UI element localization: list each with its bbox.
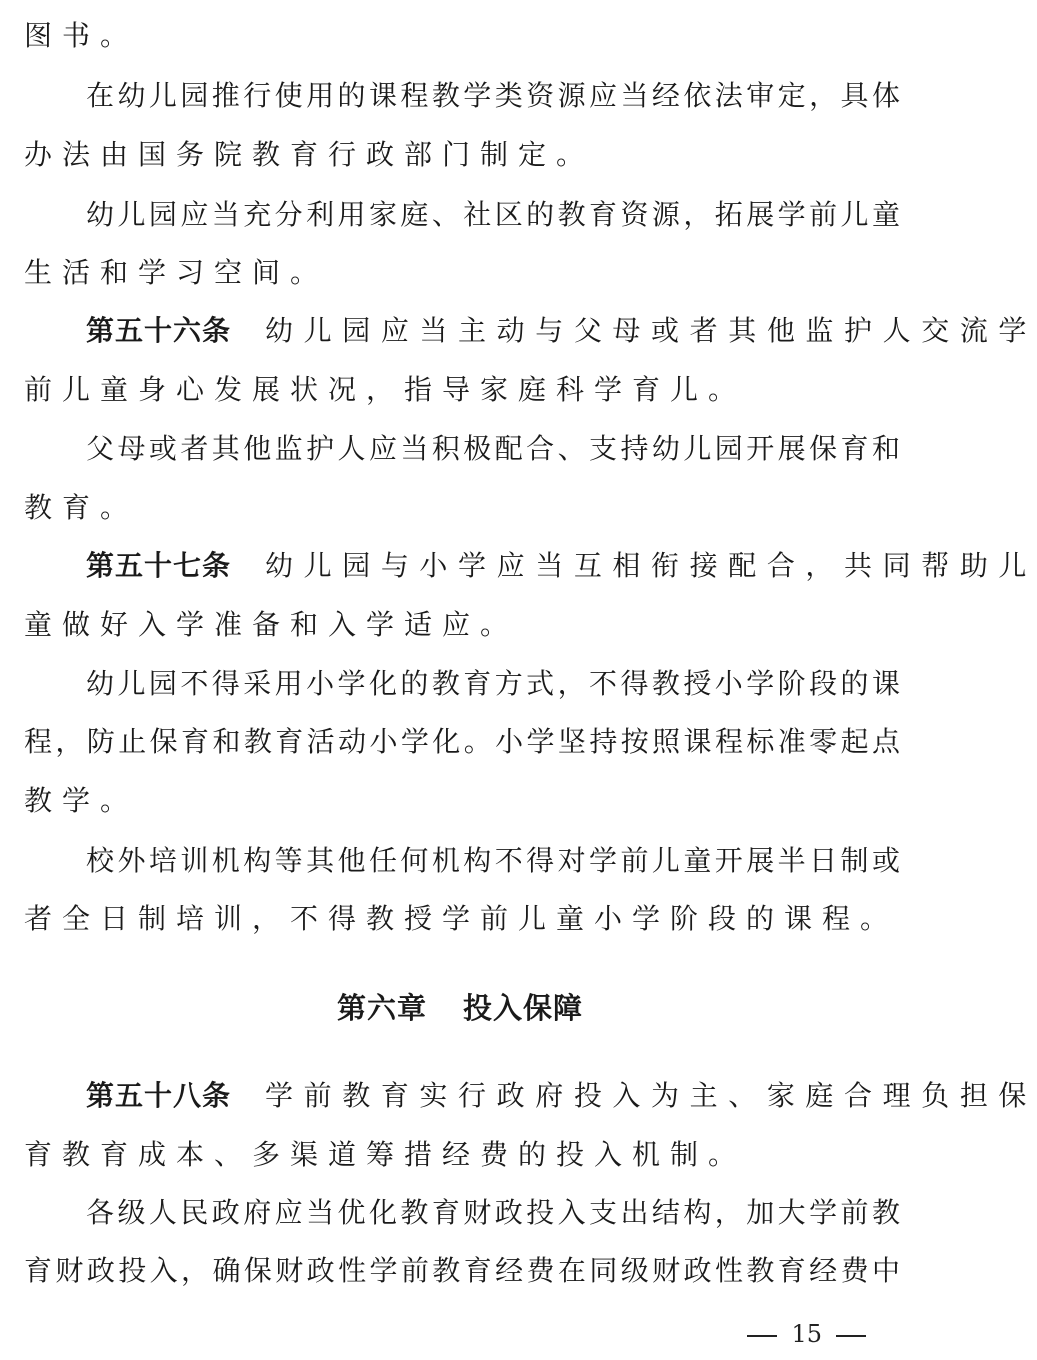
article-57-heading: 第五十七条	[86, 549, 232, 582]
text-line: 幼儿园不得采用小学化的教育方式，不得教授小学阶段的课	[86, 667, 900, 700]
article-56-heading: 第五十六条	[86, 314, 232, 347]
text-line: 者全日制培训，不得教授学前儿童小学阶段的课程。	[24, 902, 899, 935]
text-line: 教学。	[24, 784, 139, 817]
article-57-line	[86, 546, 1037, 586]
text-line: 办法由国务院教育行政部门制定。	[24, 138, 595, 171]
text-line: 育财政投入，确保财政性学前教育经费在同级财政性教育经费中	[24, 1254, 900, 1287]
text-line: 程，防止保育和教育活动小学化。小学坚持按照课程标准零起点	[24, 725, 900, 758]
article-56-line	[86, 311, 1037, 351]
text-line: 各级人民政府应当优化教育财政投入支出结构，加大学前教	[86, 1196, 900, 1229]
text-line: 生活和学习空间。	[24, 256, 329, 289]
footer-dash-right	[836, 1335, 866, 1337]
article-57-text: 幼儿园与小学应当互相衔接配合，共同帮助儿	[265, 549, 1037, 582]
text-line: 前儿童身心发展状况，指导家庭科学育儿。	[24, 373, 747, 406]
text-line: 幼儿园应当充分利用家庭、社区的教育资源，拓展学前儿童	[86, 198, 900, 231]
footer-dash-left	[747, 1335, 777, 1337]
text-line: 教育。	[24, 491, 139, 524]
text-line: 校外培训机构等其他任何机构不得对学前儿童开展半日制或	[86, 844, 900, 877]
article-56-text: 幼儿园应当主动与父母或者其他监护人交流学	[265, 314, 1037, 347]
chapter-number: 第六章	[336, 991, 427, 1025]
article-58-heading: 第五十八条	[86, 1079, 232, 1112]
page-footer	[733, 1318, 880, 1350]
page-number: 15	[791, 1320, 822, 1348]
chapter-heading	[0, 986, 920, 1030]
article-58-line	[86, 1076, 1037, 1116]
text-line: 育教育成本、多渠道筹措经费的投入机制。	[24, 1138, 747, 1171]
article-58-text: 学前教育实行政府投入为主、家庭合理负担保	[265, 1079, 1037, 1112]
chapter-title: 投入保障	[463, 991, 584, 1025]
text-line: 父母或者其他监护人应当积极配合、支持幼儿园开展保育和	[86, 432, 900, 465]
text-line: 图书。	[24, 19, 139, 52]
text-line: 童做好入学准备和入学适应。	[24, 608, 519, 641]
text-line: 在幼儿园推行使用的课程教学类资源应当经依法审定，具体	[86, 79, 900, 112]
